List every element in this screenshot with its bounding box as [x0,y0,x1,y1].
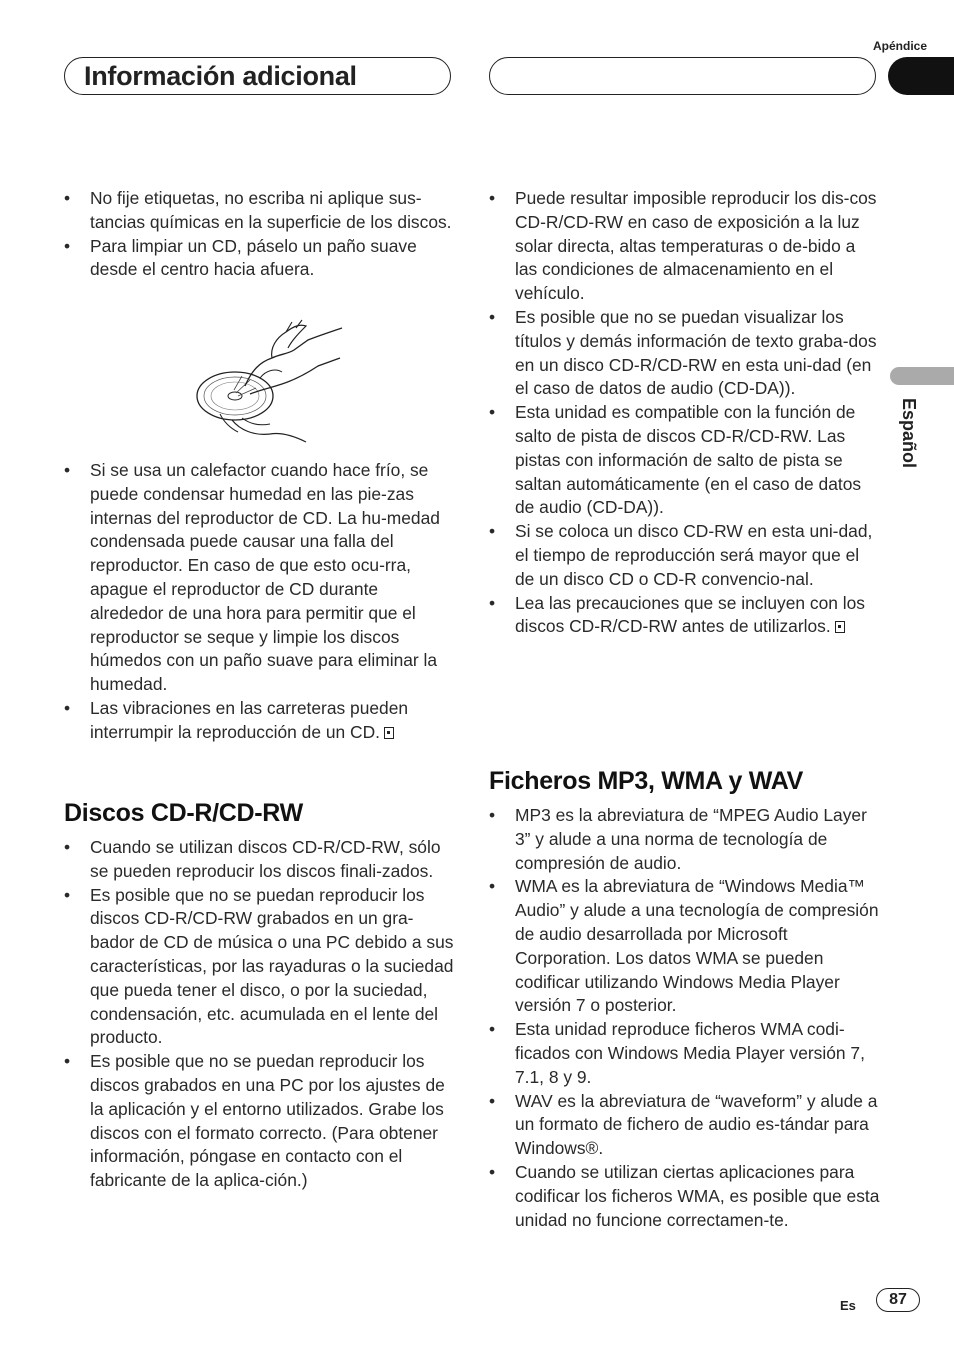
page-number: 87 [876,1288,920,1312]
list-item-text: Lea las precauciones que se incluyen con los discos CD-R/CD-RW antes de utilizarlos. [515,592,865,637]
end-mark-icon [835,621,845,633]
list-item [489,592,881,640]
page-section-title: Información adicional [84,61,357,91]
list-item: • Si se coloca un disco CD-RW en esta uni-dad, el tiempo de reproducción será mayor que el de un disco CD o CD-R convencio-nal. [489,520,881,591]
appendix-label: Apéndice [872,39,927,53]
language-label: Español [899,398,919,469]
list-item: • MP3 es la abreviatura de “MPEG Audio Layer 3” y alude a una norma de tecnología de compresión de audio. [489,804,881,875]
list-item [64,697,456,745]
list-item: • No fije etiquetas, no escriba ni aplique sus-tancias químicas en la superficie de los discos. [64,187,456,235]
list-item: • Si se usa un calefactor cuando hace frío, se puede condensar humedad en las pie-zas internas del reproductor de CD. La hu-medad condensada puede causar una falla del reproductor. En caso de que esto ocu-rra, apague el reproductor de CD durante alrededor de una hora para permitir que el reproductor se seque y limpie los discos húmedos con un paño suave para eliminar la humedad. [64,459,456,697]
left-mid-list [64,459,456,745]
right-top-list [489,187,881,639]
footer-lang-code: Es [840,1298,856,1313]
list-item: • Es posible que no se puedan reproducir los discos CD-R/CD-RW grabados en un gra-bador de CD de música o una PC debido a sus características, por las rayaduras o la suciedad que pueda tener el disco, o por la suciedad, condensación, etc. acumulada en el lente del producto. [64,884,456,1051]
list-item: • WAV es la abreviatura de “waveform” y alude a un formato de fichero de audio es-tándar para Windows®. [489,1090,881,1161]
list-item-text: Las vibraciones en las carreteras pueden interrumpir la reproducción de un CD. [90,697,409,742]
list-item: • Cuando se utilizan discos CD-R/CD-RW, sólo se pueden reproducir los discos finali-zados. [64,836,456,884]
left-top-list [64,187,456,282]
list-item: • Para limpiar un CD, páselo un paño suave desde el centro hacia afuera. [64,235,456,283]
section-mp3 [489,767,881,1232]
list-item: • Es posible que no se puedan visualizar los títulos y demás información de texto graba-dos en un disco CD-R/CD-RW en esta uni-dad (en el caso de datos de audio (CD-DA)). [489,306,881,401]
header-title-box [64,57,451,95]
side-gray-tab [890,367,954,385]
cd-cleaning-illustration [190,318,350,446]
end-mark-icon [384,727,394,739]
list-item: • Puede resultar imposible reproducir los dis-cos CD-R/CD-RW en caso de exposición a la luz solar directa, altas temperaturas o de-bido a las condiciones de almacenamiento en el vehículo. [489,187,881,306]
header-empty-box [489,57,876,95]
list-item: • Es posible que no se puedan reproducir los discos grabados en una PC por los ajustes de la aplicación y el entorno utilizados. Grabe los discos con el formato correcto. (Para obtener información, póngase en contacto con el fabricante de la aplica-ción.) [64,1050,456,1193]
section-title-cdr: Discos CD-R/CD-RW [64,799,303,827]
list-item: • WMA es la abreviatura de “Windows Media™ Audio” y alude a una tecnología de compresión de audio desarrollada por Microsoft Corporation. Los datos WMA se pueden codificar utilizando Windows Media Player versión 7 o posterior. [489,875,881,1018]
section-cdr [64,799,456,1193]
list-item: • Esta unidad reproduce ficheros WMA codi-ficados con Windows Media Player versión 7, 7.1, 8 y 9. [489,1018,881,1089]
list-item: • Esta unidad es compatible con la función de salto de pista de discos CD-R/CD-RW. Las pistas con información de salto de pista se saltan automáticamente (en el caso de datos de audio (CD-DA)). [489,401,881,520]
list-item: • Cuando se utilizan ciertas aplicaciones para codificar los ficheros WMA, es posible que esta unidad no funcione correctamen-te. [489,1161,881,1232]
section-title-mp3: Ficheros MP3, WMA y WAV [489,767,803,795]
header-black-tab [888,57,954,95]
